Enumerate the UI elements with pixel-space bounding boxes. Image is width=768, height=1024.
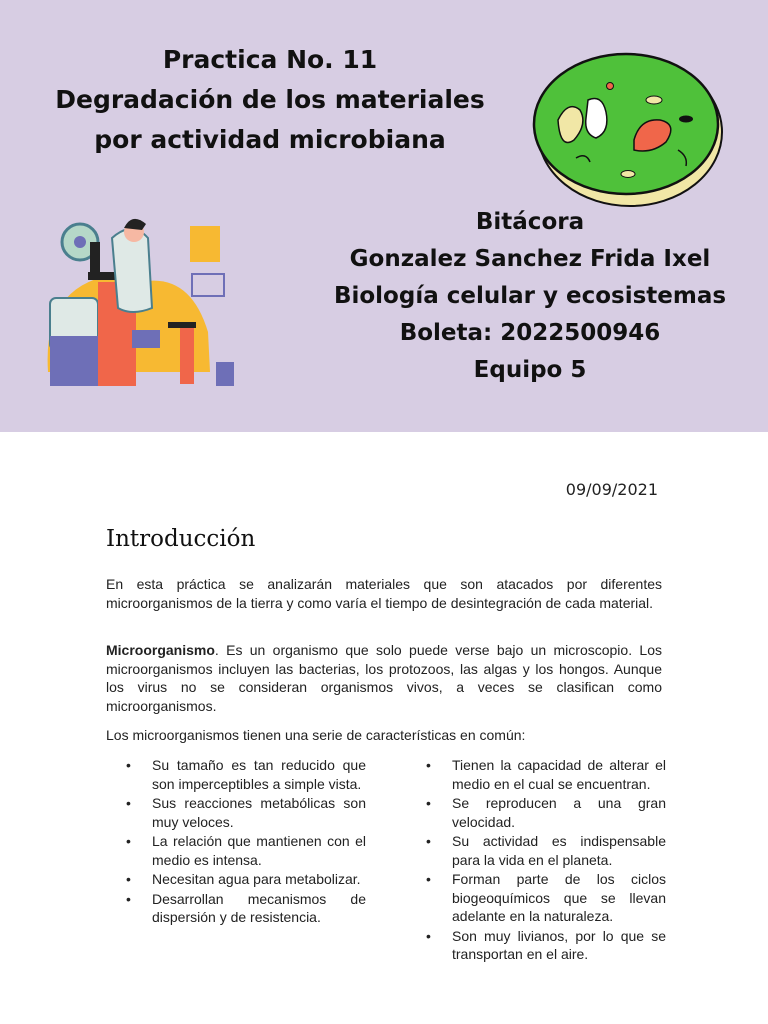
title-line-2: Degradación de los materiales [55, 85, 485, 114]
list-item: • La relación que mantienen con el medio es intensa. [106, 832, 366, 869]
intro-paragraph-1: En esta práctica se analizarán materiales que son atacados por diferentes microorganismos de la tierra y como varía el tiempo de desintegración de cada material. [106, 576, 662, 611]
list-item: • Necesitan agua para metabolizar. [106, 870, 366, 889]
list-item: • Sus reacciones metabólicas son muy veloces. [106, 794, 366, 831]
microorganismo-term: Microorganismo [106, 642, 215, 658]
characteristics-left-column [106, 756, 366, 928]
intro-paragraph-3: Los microorganismos tienen una serie de características en común: [106, 727, 526, 743]
info-bitacora: Bitácora [475, 209, 585, 235]
practice-title [30, 40, 510, 160]
list-item: • Son muy livianos, por lo que se transportan en el aire. [406, 927, 666, 964]
introduction-heading: Introducción [106, 526, 256, 552]
petri-dish-illustration [528, 40, 728, 210]
list-item: • Forman parte de los ciclos biogeoquímicos que se llevan adelante en la naturaleza. [406, 870, 666, 926]
list-item: • Se reproducen a una gran velocidad. [406, 794, 666, 831]
microorganismo-definition: . Es un organismo que solo puede verse bajo un microscopio. Los microorganismos incluyen las bacterias, los protozoos, las algas y los hongos. Aunque los virus no se consideran organismos vivos, a veces se clasifican como microorganismos. [106, 642, 662, 714]
student-info-block [320, 204, 740, 389]
document-date: 09/09/2021 [565, 480, 658, 499]
info-course: Biología celular y ecosistemas [333, 283, 727, 309]
info-boleta: Boleta: 2022500946 [399, 320, 661, 346]
characteristics-right-column [406, 756, 666, 965]
info-team: Equipo 5 [473, 357, 587, 383]
title-line-1: Practica No. 11 [162, 45, 378, 74]
info-student-name: Gonzalez Sanchez Frida Ixel [349, 246, 711, 272]
cover-header [0, 0, 768, 432]
list-item: • Su tamaño es tan reducido que son imperceptibles a simple vista. [106, 756, 366, 793]
list-item: • Desarrollan mecanismos de dispersión y de resistencia. [106, 890, 366, 927]
title-line-3: por actividad microbiana [94, 125, 446, 154]
list-item: • Su actividad es indispensable para la vida en el planeta. [406, 832, 666, 869]
intro-paragraph-2 [106, 641, 662, 715]
list-item: • Tienen la capacidad de alterar el medio en el cual se encuentran. [406, 756, 666, 793]
scientist-microscope-illustration [40, 212, 240, 392]
